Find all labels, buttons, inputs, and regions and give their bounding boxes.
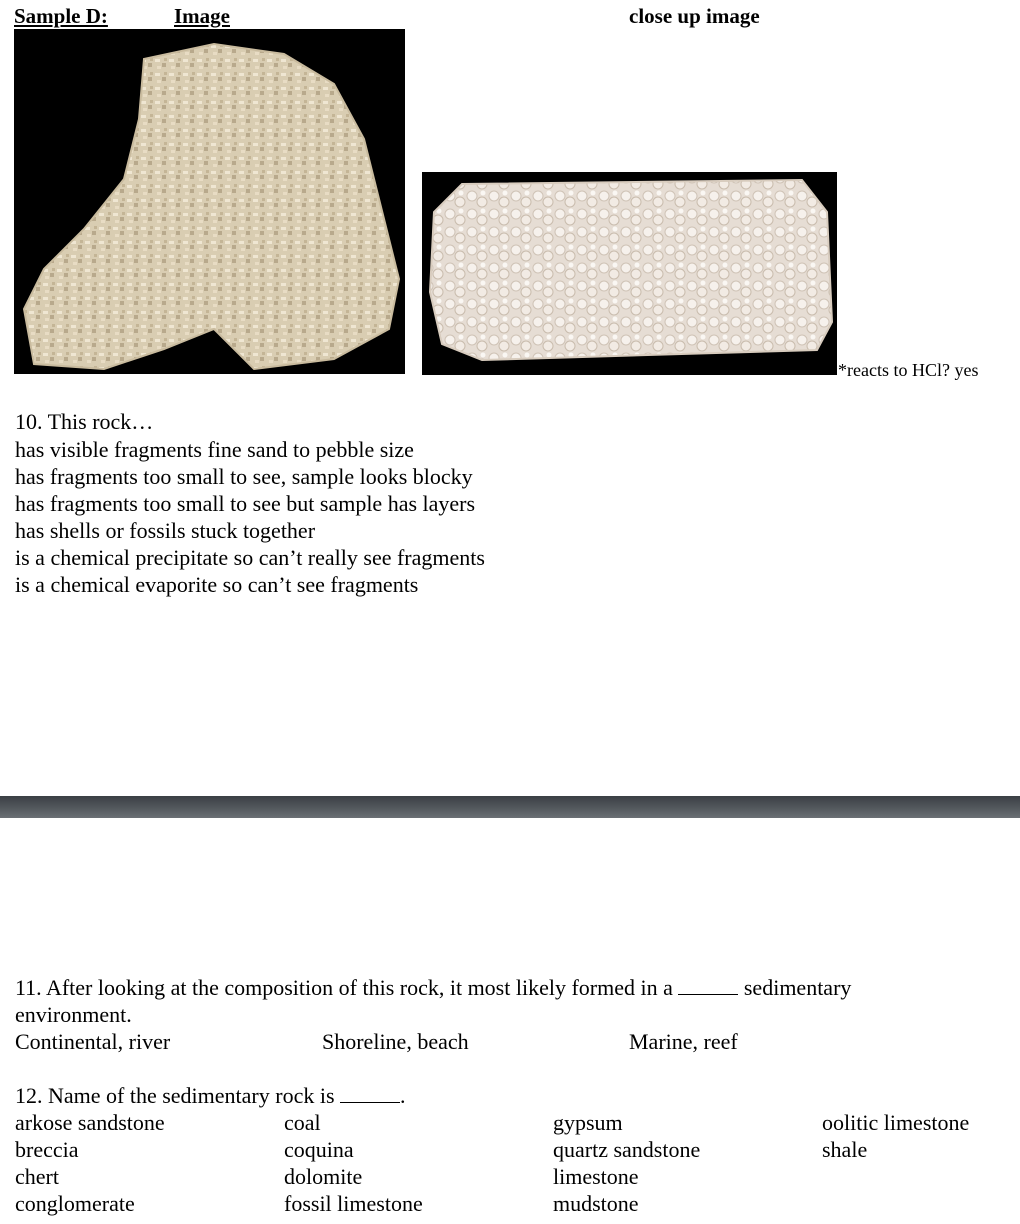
q12-option[interactable]: fossil limestone [284,1191,423,1216]
q12-option[interactable]: oolitic limestone [822,1110,970,1135]
q12-option[interactable]: arkose sandstone [15,1110,165,1135]
q12-option[interactable]: breccia [15,1137,79,1162]
page-break-divider [0,796,1020,818]
q11-option[interactable]: Shoreline, beach [322,1029,469,1054]
q12-option[interactable]: coal [284,1110,321,1135]
q10-option[interactable]: has visible fragments fine sand to pebble size [15,437,414,462]
closeup-label: close up image [629,4,760,28]
q10-option[interactable]: has shells or fossils stuck together [15,518,316,543]
image-label: Image [174,4,230,28]
q12-option[interactable]: quartz sandstone [553,1137,701,1162]
q11-option[interactable]: Marine, reef [629,1029,738,1054]
rock-sample-image [14,29,405,374]
q11-prompt-text: 11. After looking at the composition of this rock, it most likely formed in a [15,975,673,1000]
q11-prompt-line2: environment. [15,1002,132,1027]
q10-option[interactable]: has fragments too small to see but sample has layers [15,491,476,516]
q10-option[interactable]: has fragments too small to see, sample looks blocky [15,464,473,489]
q12-option[interactable]: limestone [553,1164,639,1189]
closeup-image [422,172,837,375]
hcl-reaction-note: *reacts to HCl? yes [838,360,979,380]
q10-option[interactable]: is a chemical precipitate so can’t really see fragments [15,545,485,570]
q12-prompt-end: . [400,1083,406,1108]
q12-option[interactable]: chert [15,1164,59,1189]
q10-option[interactable]: is a chemical evaporite so can’t see fragments [15,572,419,597]
q12-option[interactable]: dolomite [284,1164,363,1189]
sample-label: Sample D: [14,4,108,28]
q12-prompt [15,1082,406,1109]
q11-prompt [15,974,851,1001]
q11-option[interactable]: Continental, river [15,1029,171,1054]
q10-prompt: 10. This rock… [15,409,154,434]
q12-answer-blank[interactable] [340,1084,400,1103]
q12-prompt-text: 12. Name of the sedimentary rock is [15,1083,335,1108]
q12-option[interactable]: mudstone [553,1191,639,1216]
q11-answer-blank[interactable] [678,976,738,995]
q12-option[interactable]: shale [822,1137,868,1162]
q11-prompt-text-2: sedimentary [743,975,852,1000]
q12-option[interactable]: conglomerate [15,1191,135,1216]
q12-option[interactable]: gypsum [553,1110,623,1135]
q12-option[interactable]: coquina [284,1137,354,1162]
